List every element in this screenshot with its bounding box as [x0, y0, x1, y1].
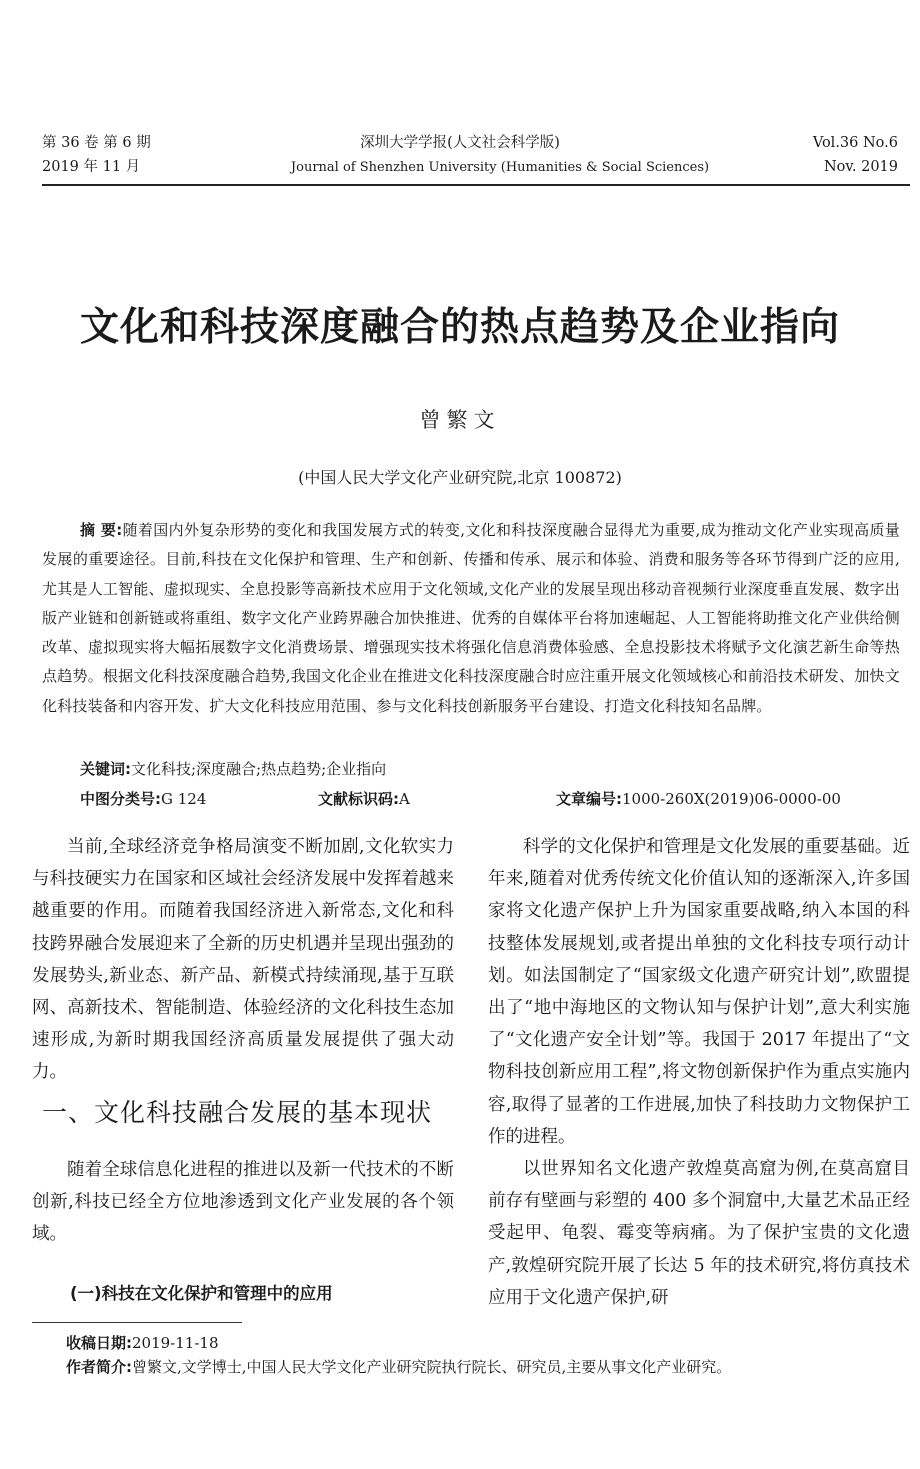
footnote-rule [32, 1322, 242, 1323]
article-title: 文化和科技深度融合的热点趋势及企业指向 [79, 304, 840, 350]
abstract-text: 随着国内外复杂形势的变化和我国发展方式的转变,文化和科技深度融合显得尤为重要,成为推动文化产业实现高质量发展的重要途径。目前,科技在文化保护和管理、生产和创新、传播和传承、展示和体验、消费和服务等各环节得到广泛的应用,尤其是人工智能、虚拟现实、全息投影等高新技术应用于文化领域,文化产业的发展呈现出移动音视频行业深度垂直发展、数字出版产业链和创新链或将重组、数字文化产业跨界融合加快推进、优秀的自媒体平台将加速崛起、人工智能将助推文化产业供给侧改革、虚拟现实将大幅拓展数字文化消费场景、增强现实技术将强化信息消费体验感、全息投影技术将赋予文化演艺新生命等热点趋势。根据文化科技深度融合趋势,我国文化企业在推进文化科技深度融合时应注重开展文化领域核心和前沿技术研发、加快文化科技装备和内容开发、扩大文化科技应用范围、参与文化科技创新服务平台建设、打造文化科技知名品牌。 [42, 521, 900, 715]
received-value: 2019-11-18 [132, 1334, 219, 1352]
author-affiliation: (中国人民大学文化产业研究院,北京 100872) [298, 468, 622, 487]
doc-code-value: A [399, 790, 410, 808]
author-name: 曾繁文 [419, 408, 501, 432]
received-date [66, 1332, 218, 1354]
left-column [32, 831, 454, 1089]
right-column [488, 831, 910, 1314]
intro-paragraph: 当前,全球经济竞争格局演变不断加剧,文化软实力与科技硬实力在国家和区域社会经济发展中发挥着越来越重要的作用。而随着我国经济进入新常态,文化和科技跨界融合发展迎来了全新的历史机遇并呈现出强劲的发展势头,新业态、新产品、新模式持续涌现,基于互联网、高新技术、智能制造、体验经济的文化科技生态加速形成,为新时期我国经济高质量发展提供了强大动力。 [32, 837, 454, 1083]
keywords-text: 文化科技;深度融合;热点趋势;企业指向 [131, 760, 387, 778]
doc-code-label: 文献标识码: [318, 790, 399, 808]
article-number [556, 788, 841, 810]
bio-value: 曾繁文,文学博士,中国人民大学文化产业研究院执行院长、研究员,主要从事文化产业研究。 [132, 1358, 732, 1376]
clc-value: G 124 [161, 790, 207, 808]
author-bio [66, 1356, 731, 1378]
issue-date-cn: 2019 年 11 月 [42, 159, 141, 175]
volume-issue: 第 36 卷 第 6 期 [42, 135, 151, 151]
article-number-label: 文章编号: [556, 790, 622, 808]
keywords [80, 758, 386, 780]
abstract-label: 摘 要: [80, 521, 123, 539]
left-column-lower [32, 1154, 454, 1251]
bio-label: 作者简介: [66, 1358, 132, 1376]
volume-en: Vol.36 No.6 [812, 135, 898, 151]
clc-number [80, 788, 206, 810]
header-rule [42, 184, 910, 186]
received-label: 收稿日期: [66, 1334, 132, 1352]
document-code [318, 788, 410, 810]
section-heading: 一、文化科技融合发展的基本现状 [42, 1098, 433, 1127]
issue-date-en: Nov. 2019 [823, 159, 898, 175]
clc-label: 中图分类号: [80, 790, 161, 808]
journal-name-en: Journal of Shenzhen University (Humanities & Social Sciences) [290, 160, 710, 175]
abstract [42, 516, 900, 721]
journal-name-cn: 深圳大学学报(人文社会科学版) [360, 135, 560, 151]
right-paragraph-1: 科学的文化保护和管理是文化发展的重要基础。近年来,随着对优秀传统文化价值认知的逐渐深入,许多国家将文化遗产保护上升为国家重要战略,纳入本国的科技整体发展规划,或者提出单独的文化科技专项行动计划。如法国制定了“国家级文化遗产研究计划”,欧盟提出了“地中海地区的文物认知与保护计划”,意大利实施了“文化遗产安全计划”等。我国于 2017 年提出了“文物科技创新应用工程”,将文物创新保护作为重点实施内容,取得了显著的工作进展,加快了科技助力文物保护工作的进程。 [488, 837, 910, 1147]
right-paragraph-2: 以世界知名文化遗产敦煌莫高窟为例,在莫高窟目前存有壁画与彩塑的 400 多个洞窟中,大量艺术品正经受起甲、龟裂、霉变等病痛。为了保护宝贵的文化遗产,敦煌研究院开展了长达 5 年的技术研究,将仿真技术应用于文化遗产保护,研 [488, 1159, 910, 1308]
section-intro-paragraph: 随着全球信息化进程的推进以及新一代技术的不断创新,科技已经全方位地渗透到文化产业发展的各个领域。 [32, 1160, 454, 1245]
article-number-value: 1000-260X(2019)06-0000-00 [622, 790, 841, 808]
subsection-heading: (一)科技在文化保护和管理中的应用 [70, 1284, 333, 1303]
keywords-label: 关键词: [80, 760, 131, 778]
